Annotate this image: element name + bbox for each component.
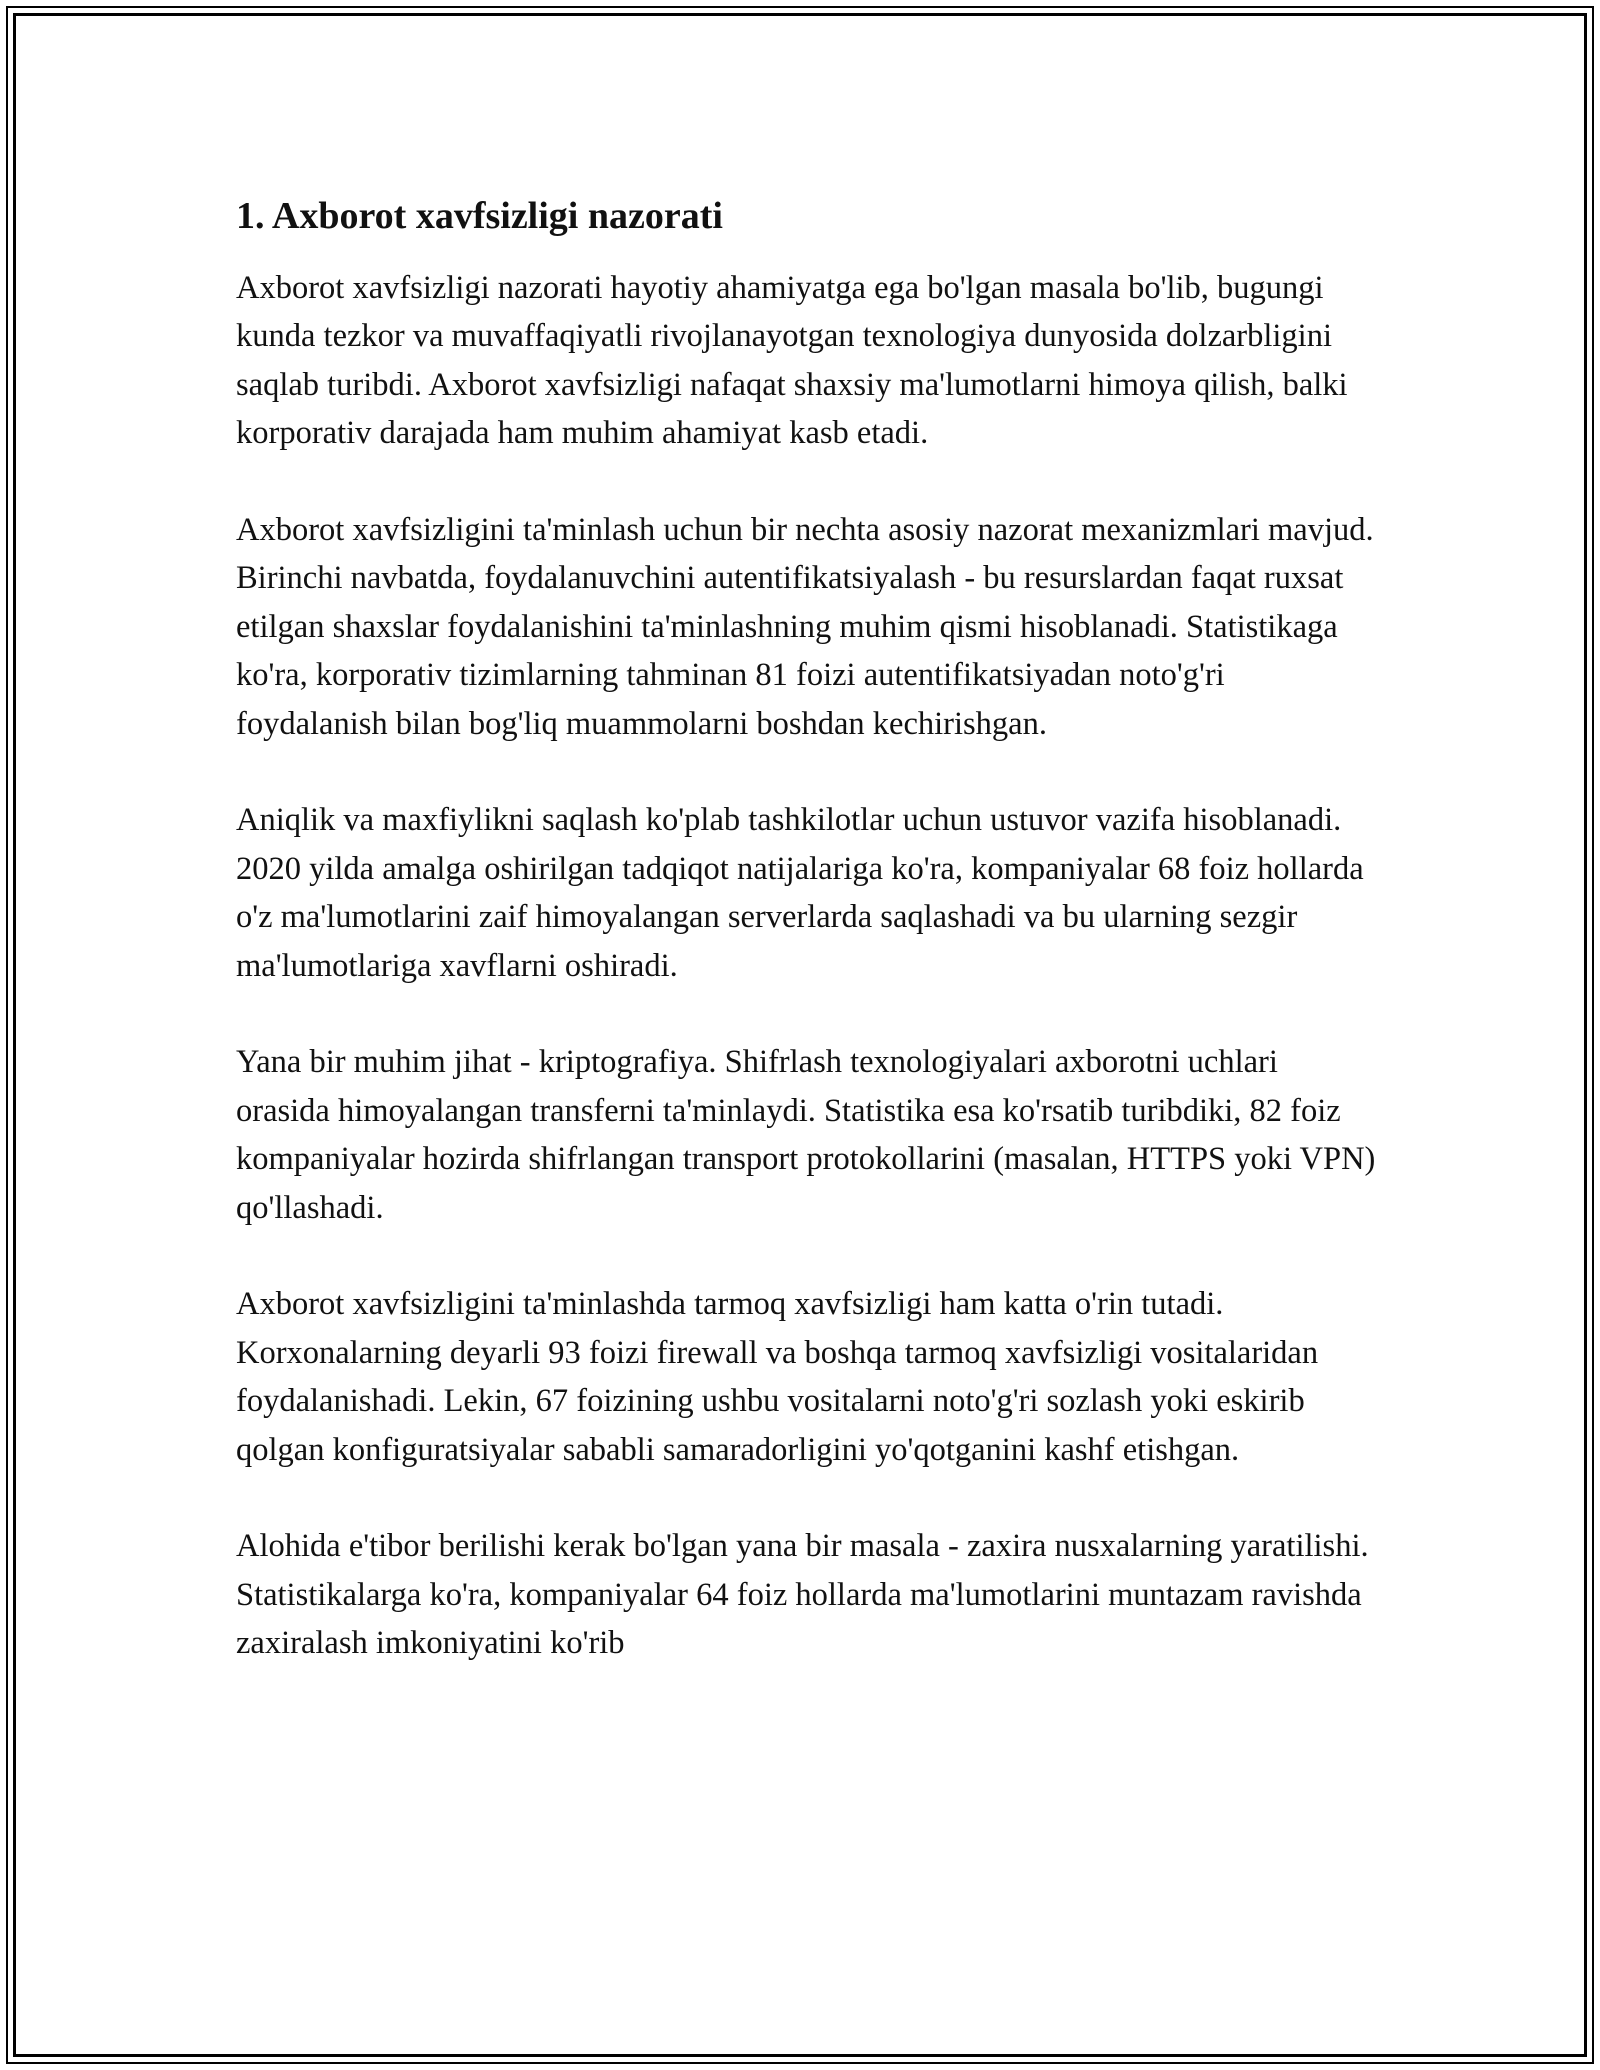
paragraph: Alohida e'tibor berilishi kerak bo'lgan yana bir masala - zaxira nusxalarning yaratilishi. Statistikalarga ko'ra, kompaniyalar 64 foiz hollarda ma'lumotlarini muntazam ravishda zaxiralash imkoniyatini ko'rib: [236, 1528, 1369, 1662]
paragraph: Axborot xavfsizligini ta'minlashda tarmoq xavfsizligi ham katta o'rin tutadi. Korxonalarning deyarli 93 foizi firewall va boshqa tarmoq xavfsizligi vositalaridan foydalanishadi. Lekin, 67 foizining ushbu vositalarni noto'g'ri sozlash yoki eskirib qolgan konfiguratsiyalar sababli samaradorligini yo'qotganini kashf etishgan.: [236, 1286, 1319, 1468]
paragraph: Aniqlik va maxfiylikni saqlash ko'plab tashkilotlar uchun ustuvor vazifa hisoblanadi. 2020 yilda amalga oshirilgan tadqiqot natijalariga ko'ra, kompaniyalar 68 foiz hollarda o'z ma'lumotlarini zaif himoyalangan serverlarda saqlashadi va bu ularning sezgir ma'lumotlariga xavflarni oshiradi.: [236, 802, 1364, 984]
section-title: 1. Axborot xavfsizligi nazorati: [236, 195, 723, 237]
document-body: [236, 186, 1376, 1668]
paragraph: Axborot xavfsizligini ta'minlash uchun bir nechta asosiy nazorat mexanizmlari mavjud. Birinchi navbatda, foydalanuvchini autentifikatsiyalash - bu resurslardan faqat ruxsat etilgan shaxslar foydalanishini ta'minlashning muhim qismi hisoblanadi. Statistikaga ko'ra, korporativ tizimlarning tahminan 81 foizi autentifikatsiyadan noto'g'ri foydalanish bilan bog'liq muammolarni boshdan kechirishgan.: [236, 512, 1374, 742]
paragraph: Yana bir muhim jihat - kriptografiya. Shifrlash texnologiyalari axborotni uchlari orasida himoyalangan transferni ta'minlaydi. Statistika esa ko'rsatib turibdiki, 82 foiz kompaniyalar hozirda shifrlangan transport protokollarini (masalan, HTTPS yoki VPN) qo'llashadi.: [236, 1044, 1376, 1226]
paragraph: Axborot xavfsizligi nazorati hayotiy ahamiyatga ega bo'lgan masala bo'lib, bugungi kunda tezkor va muvaffaqiyatli rivojlanayotgan texnologiya dunyosida dolzarbligini saqlab turibdi. Axborot xavfsizligi nafaqat shaxsiy ma'lumotlarni himoya qilish, balki korporativ darajada ham muhim ahamiyat kasb etadi.: [236, 270, 1348, 452]
